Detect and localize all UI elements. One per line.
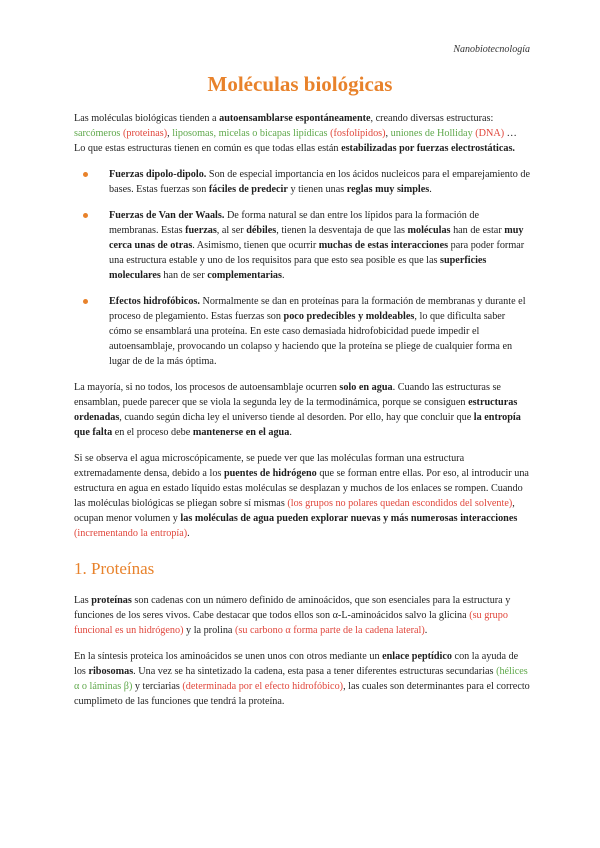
bullet-icon (83, 172, 88, 177)
running-header: Nanobiotecnología (453, 44, 530, 55)
bullet-icon (83, 299, 88, 304)
proteins-paragraph: Las proteínas son cadenas con un número definido de aminoácidos, que son esenciales para la estructura y funciones de los seres vivos. Cabe destacar que todos ellos son α-L-aminoácidos salvo la glicina (su grupo funcional es un hidrógeno) y la prolina (su carbono α forma parte de la cadena lateral). (74, 595, 511, 636)
document-body (74, 111, 530, 720)
water-paragraph: La mayoría, si no todos, los procesos de autoensamblaje ocurren solo en agua. Cuando las estructuras se ensamblan, puede parecer que se viola la segunda ley de la termodinámica, porque se consiguen estructuras ordenadas, cuando según dicha ley el universo tiende al desorden. Por ello, hay que concluir que la entropía que falta en el proceso debe mantenerse en el agua. (74, 382, 521, 438)
hydrogen-paragraph: Si se observa el agua microscópicamente, se puede ver que las moléculas forman una estructura extremadamente densa, debido a los puentes de hidrógeno que se forman entre ellas. Por eso, al introducir una estructura en agua en estado líquido estas moléculas se desplazan y muchos de los enlaces se rompen. Cuando las moléculas biológicas se pliegan sobre sí mismas (los grupos no polares quedan escondidos del solvente), ocupan menor volumen y las moléculas de agua pueden explorar nuevas y más numerosas interacciones (incrementando la entropía). (74, 453, 529, 539)
forces-list (74, 167, 530, 369)
intro-paragraph: Las moléculas biológicas tienden a autoensamblarse espontáneamente, creando diversas estructuras: sarcómeros (proteinas), liposomas, micelas o bicapas lipídicas (fosfolípidos), uniones de Holliday (DNA) … Lo que estas estructuras tienen en común es que todas ellas están estabilizadas por fuerzas electrostáticas. (74, 113, 517, 154)
section-heading-proteins: 1. Proteínas (74, 559, 155, 578)
bullet-icon (83, 213, 88, 218)
list-item: Fuerzas de Van der Waals. De forma natural se dan entre los lípidos para la formación de membranas. Estas fuerzas, al ser débiles, tienen la desventaja de que las moléculas han de estar muy cerca unas de otras. Asimismo, tienen que ocurrir muchas de estas interacciones para poder formar una estructura estable y uno de los requisitos para que esto sea posible es que las superficies moleculares han de ser complementarias. (109, 208, 530, 283)
list-item: Efectos hidrofóbicos. Normalmente se dan en proteínas para la formación de membranas y durante el proceso de plegamiento. Estas fuerzas son poco predecibles y moldeables, lo que dificulta saber cómo se ensamblará una proteína. En este caso demasiada hidrofobicidad puede impedir el autoensamblaje, provocando un colapso y haciendo que la proteína se pliege de cualquier forma en lugar de de la más óptima. (109, 294, 530, 369)
synthesis-paragraph: En la síntesis proteica los aminoácidos se unen unos con otros mediante un enlace peptídico con la ayuda de los ribosomas. Una vez se ha sintetizado la cadena, esta pasa a tener diferentes estructuras secundarias (hélices α o láminas β) y terciarias (determinada por el efecto hidrofóbico), las cuales son determinantes para el correcto cumplimeto de las funciones que tendrá la proteína. (74, 651, 530, 707)
list-item: Fuerzas dipolo-dipolo. Son de especial importancia en los ácidos nucleicos para el emparejamiento de bases. Estas fuerzas son fáciles de predecir y tienen unas reglas muy simples. (109, 167, 530, 197)
page-title: Moléculas biológicas (207, 72, 393, 96)
